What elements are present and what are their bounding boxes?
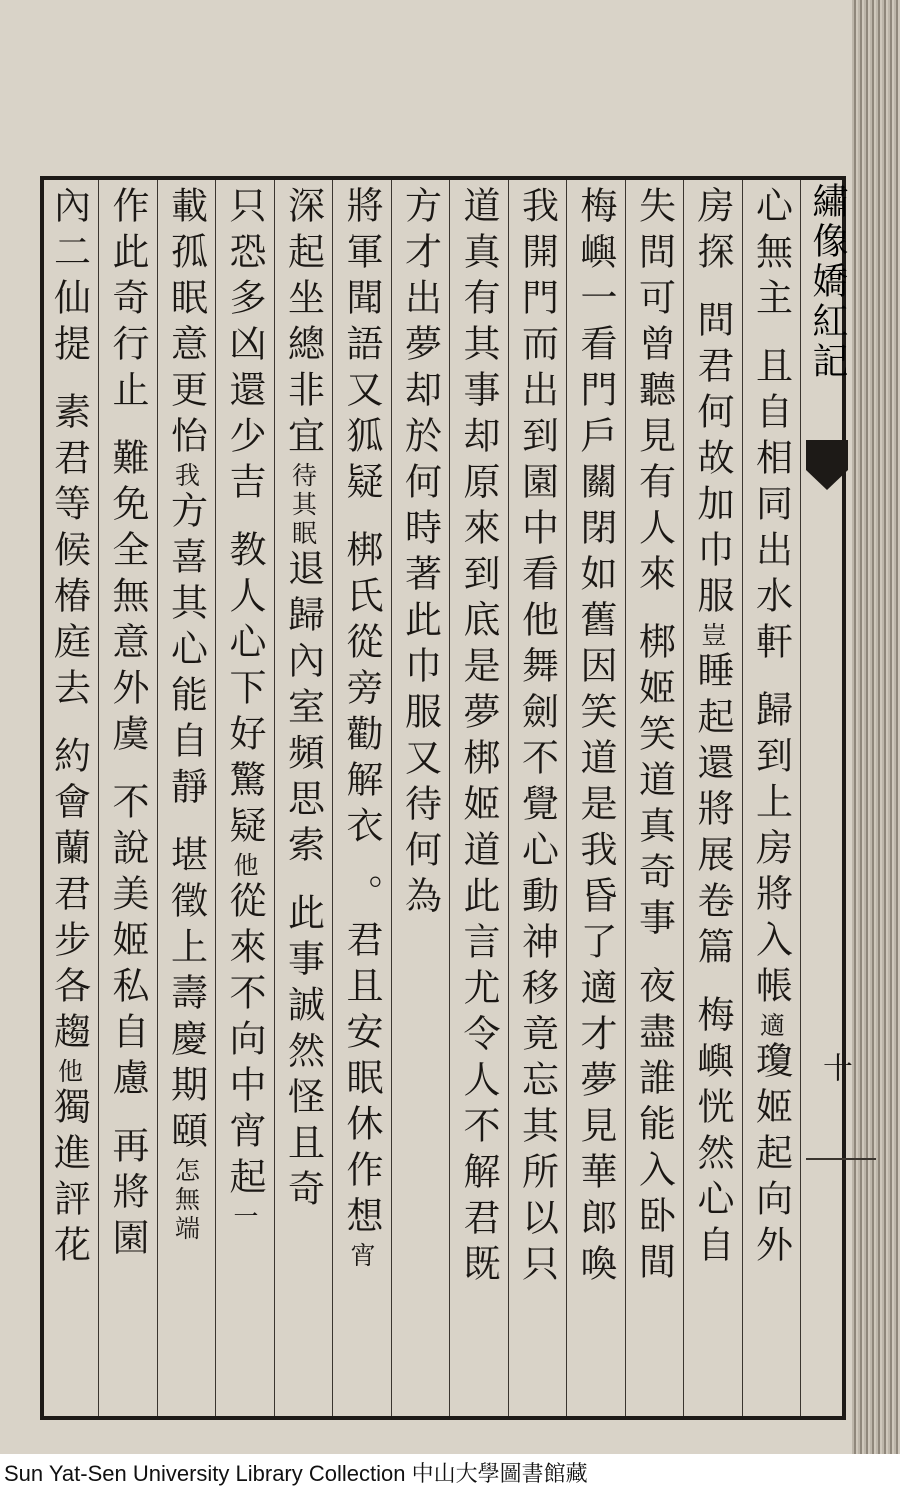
main-text: 素君等候椿庭去 [47,392,91,714]
column-rule [742,180,743,1416]
collection-caption: Sun Yat-Sen University Library Collection 中山大學圖書館藏 [0,1454,900,1494]
column-rule [98,180,99,1416]
main-text: 方喜其心能自靜 [164,491,208,813]
text-column-c3 [629,186,679,1410]
folio-rule [806,1158,876,1160]
main-text: 睡起還將展卷篇 [691,651,734,973]
text-column-c13 [44,186,94,1410]
main-text: 房探 [691,186,734,278]
small-annotation-text: 一 [230,1203,259,1232]
book-page-edge [852,0,900,1494]
main-text: 我開門而出到園中看他舞劍不覺心動神移竟忘其所以只 [515,186,559,1290]
main-text: 瓊姬起向外 [749,1041,793,1271]
main-text: 退歸內室頻思索 [281,549,325,871]
folio-number: 十 [817,1052,852,1082]
small-annotation-text: 怎無端 [171,1157,201,1244]
main-text: 。君且安眠休作想 [340,874,383,1242]
column-rule [332,180,333,1416]
main-text: 梆氏從旁勸解衣 [340,530,383,852]
main-text: 只恐多凶還少吉 [223,186,266,508]
main-text: 獨進評花 [47,1087,91,1271]
main-text: 不說美姬私自慮 [106,782,149,1104]
text-column-c9 [278,186,328,1410]
main-text: 此事誠然怪且奇 [281,893,325,1215]
text-column-c7 [395,186,445,1410]
column-rule [800,180,801,1416]
text-column-c12 [102,186,152,1410]
text-column-c4 [570,186,620,1410]
small-annotation-text: 適 [756,1012,786,1041]
fishtail-mark-icon [806,440,848,510]
main-text: 將軍聞語又狐疑 [340,186,383,508]
main-text: 內二仙提 [47,186,91,370]
main-text: 再將園 [106,1126,149,1264]
main-text: 歸到上房將入帳 [749,690,793,1012]
main-text: 道真有其事却原來到底是夢梆姬道此言尤令人不解君既 [457,186,500,1290]
main-text: 從來不向中宵起 [223,881,266,1203]
main-text: 問君何故加巾服 [691,300,734,622]
small-annotation-text: 他 [230,852,259,881]
main-text: 難免全無意外虞 [106,438,149,760]
text-column-c8 [336,186,386,1410]
main-text: 梅嶼一看門戶關閉如舊因笑道是我昏了適才夢見華郎喚 [574,186,617,1290]
small-annotation-text: 他 [54,1058,84,1087]
title-banner-text: 繡像嬌紅記 [807,182,848,382]
column-rule [157,180,158,1416]
small-annotation-text: 宵 [347,1242,376,1271]
main-text: 心無主 [749,186,793,324]
column-rule [683,180,684,1416]
main-text: 夜盡誰能入卧間 [632,966,676,1288]
small-annotation-text: 豈 [698,622,727,651]
column-rule [566,180,567,1416]
small-annotation-text: 待其眠 [288,462,318,549]
column-rule [625,180,626,1416]
main-text: 作此奇行止 [106,186,149,416]
column-rule [274,180,275,1416]
small-annotation-text: 我 [171,462,201,491]
main-text: 深起坐總非宜 [281,186,325,462]
main-text: 約會蘭君步各趨 [47,736,91,1058]
main-text: 教人心下好驚疑 [223,530,266,852]
main-text: 堪徵上壽慶期頤 [164,835,208,1157]
text-column-c10 [219,186,269,1410]
text-column-c2 [687,186,737,1410]
text-column-c1 [746,186,796,1410]
main-text: 方才出夢却於何時著此巾服又待何為 [398,186,442,922]
main-text: 且自相同出水軒 [749,346,793,668]
text-column-c11 [161,186,211,1410]
column-rule [391,180,392,1416]
main-text: 載孤眠意更怡 [164,186,208,462]
main-text: 梅嶼恍然心自 [691,995,734,1271]
main-text: 梆姬笑道真奇事 [632,622,676,944]
text-column-c5 [512,186,562,1410]
text-column-c6 [453,186,503,1410]
column-rule [215,180,216,1416]
column-rule [449,180,450,1416]
main-text: 失問可曾聽見有人來 [632,186,676,600]
title-banner [806,182,848,442]
column-rule [508,180,509,1416]
